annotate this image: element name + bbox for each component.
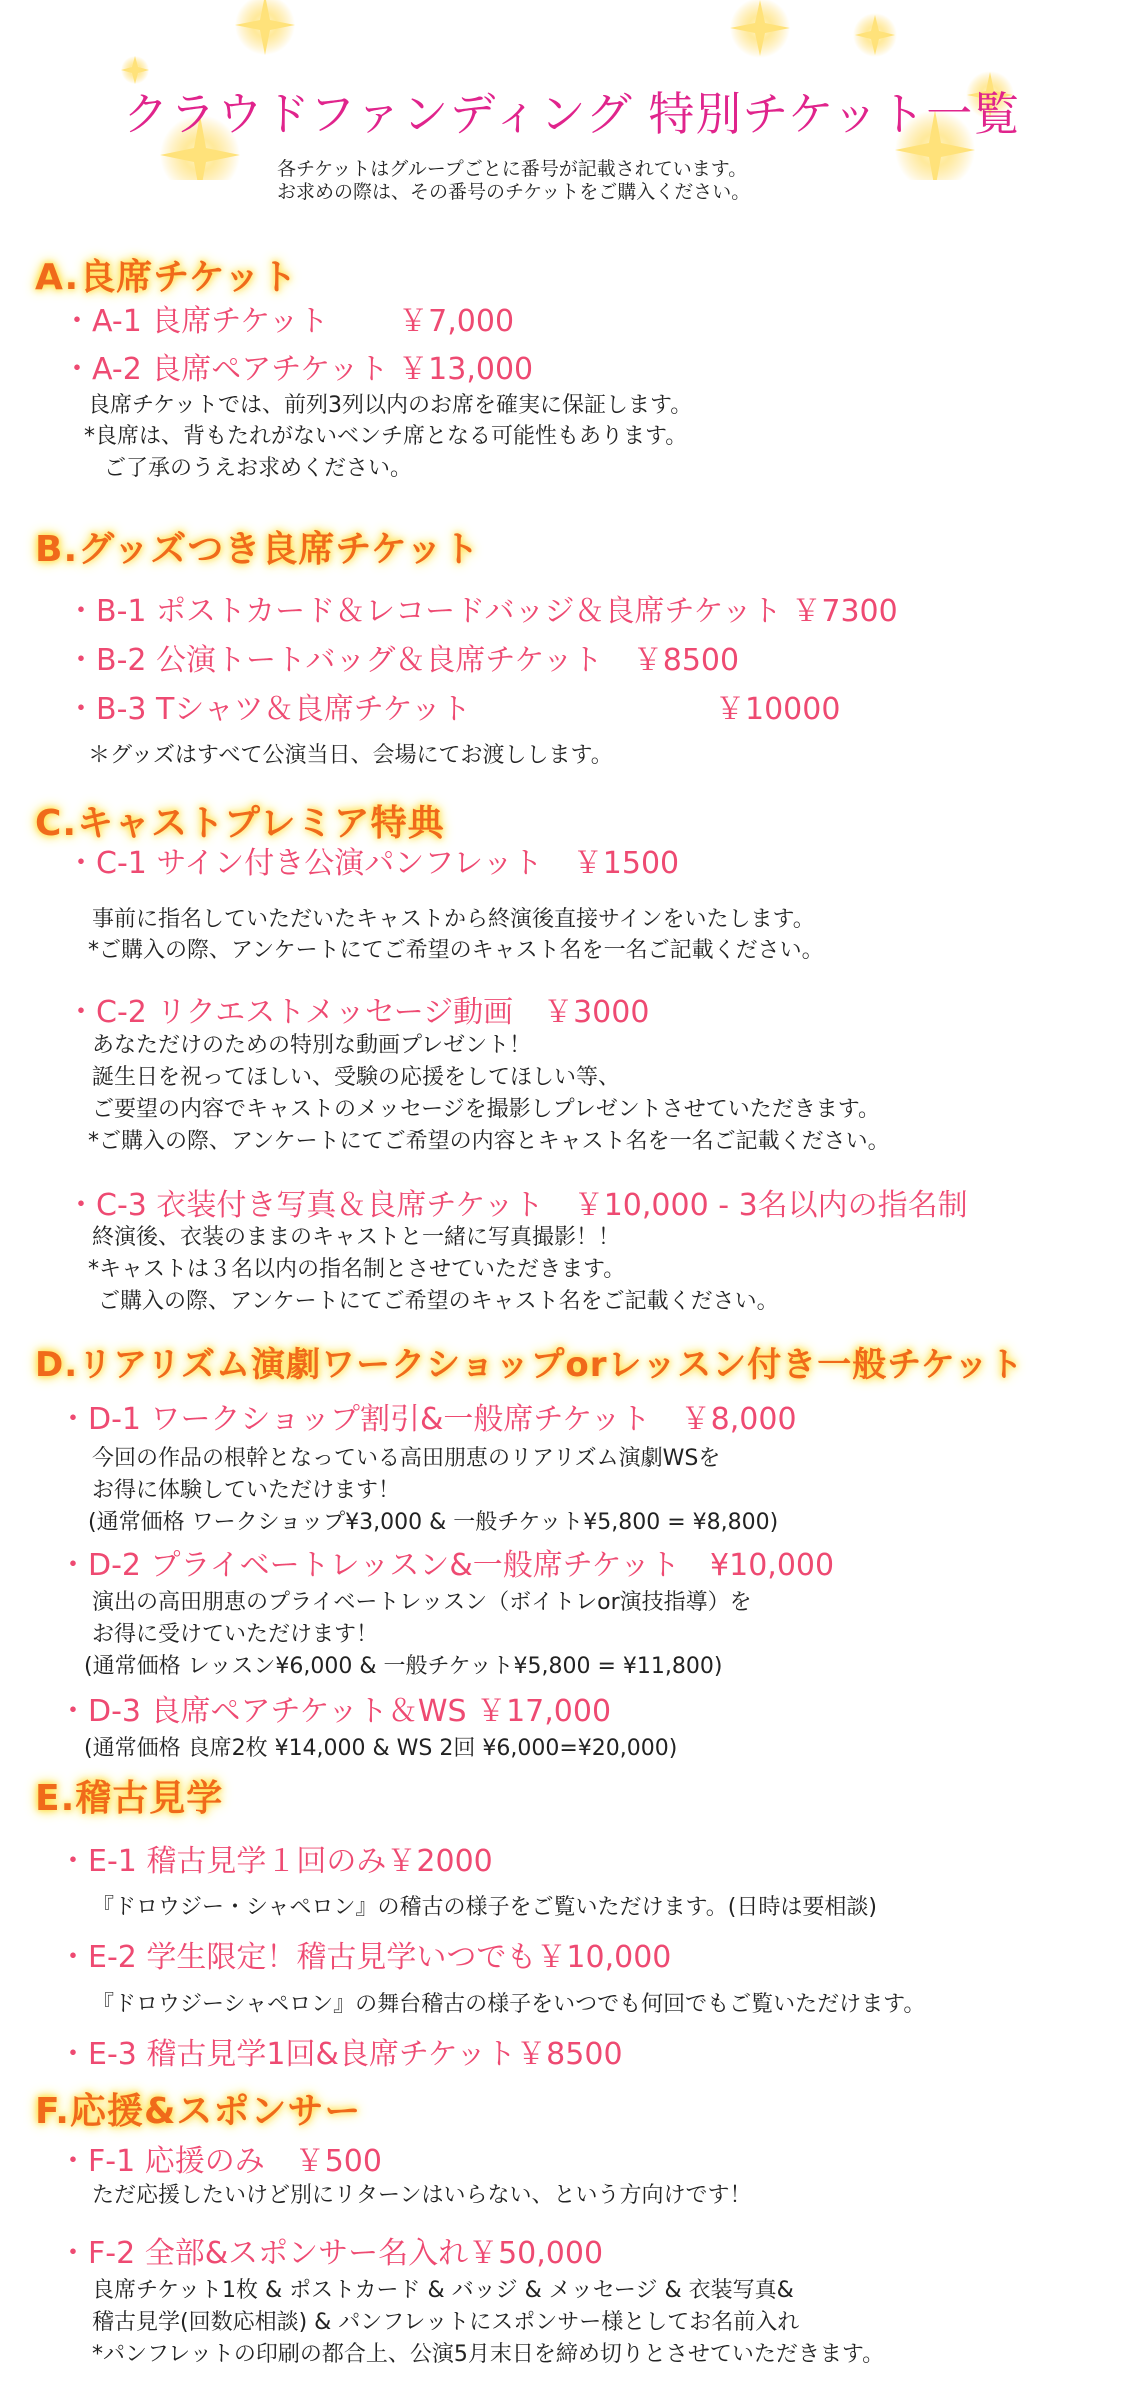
desc-e-1: 『ドロウジー・シャペロン』の稽古の様子をご覧いただけます。(日時は要相談) [92, 1895, 877, 1920]
intro-line-2: お求めの際は、その番号のチケットをご購入ください。 [277, 181, 751, 203]
desc-d-3a: (通常価格 良席2枚 ¥14,000 & WS 2回 ¥6,000=¥20,000) [84, 1736, 678, 1761]
item-d1: ・D-1 ワークショップ割引&一般席チケット ￥8,000 [58, 1402, 797, 1437]
desc-c-2b: 誕生日を祝ってほしい、受験の応援をしてほしい等、 [92, 1065, 621, 1090]
desc-a-3: ご了承のうえお求めください。 [104, 456, 413, 481]
desc-d-2a: 演出の高田朋恵のプライベートレッスン（ボイトレor演技指導）を [92, 1590, 752, 1615]
item-f2: ・F-2 全部&スポンサー名入れ￥50,000 [58, 2236, 604, 2271]
page-title: クラウドファンディング 特別チケット一覧 [122, 87, 1021, 141]
item-b3: ・B-3 Tシャツ＆良席チケット [66, 692, 472, 727]
desc-e-2: 『ドロウジーシャペロン』の舞台稽古の様子をいつでも何回でもご覧いただけます。 [92, 1992, 926, 2017]
desc-f-2b: 稽古見学(回数応相談) & パンフレットにスポンサー様としてお名前入れ [92, 2310, 800, 2335]
desc-d-1c: (通常価格 ワークショップ¥3,000 & 一般チケット¥5,800 = ¥8,800) [88, 1510, 779, 1535]
item-b1: ・B-1 ポストカード＆レコードバッジ＆良席チケット ￥7300 [66, 594, 898, 629]
desc-c-3a: 終演後、衣装のままのキャストと一緒に写真撮影！！ [92, 1225, 621, 1250]
item-e2: ・E-2 学生限定！稽古見学いつでも￥10,000 [58, 1940, 672, 1975]
section-title-e: E.稽古見学 [35, 1778, 224, 1819]
item-d3: ・D-3 良席ペアチケット＆WS ￥17,000 [58, 1694, 612, 1729]
desc-c-3c: ご購入の際、アンケートにてご希望のキャスト名をご記載ください。 [98, 1289, 779, 1314]
section-title-f: F.応援&スポンサー [35, 2091, 362, 2132]
item-c2: ・C-2 リクエストメッセージ動画 ￥3000 [66, 995, 650, 1030]
section-title-b: B.グッズつき良席チケット [35, 529, 481, 570]
desc-d-1a: 今回の作品の根幹となっている高田朋恵のリアリズム演劇WSを [92, 1446, 721, 1471]
desc-d-1b: お得に体験していただけます！ [92, 1478, 401, 1503]
desc-a-2: *良席は、背もたれがないベンチ席となる可能性もあります。 [84, 424, 688, 449]
sparkle-icon [235, 0, 295, 55]
section-title-a: A.良席チケット [35, 257, 298, 298]
item-b3-price: ￥10000 [715, 692, 841, 727]
intro-line-1: 各チケットはグループごとに番号が記載されています。 [277, 158, 748, 180]
desc-c-1a: 事前に指名していただいたキャストから終演後直接サインをいたします。 [92, 907, 815, 932]
section-title-c: C.キャストプレミア特典 [35, 803, 445, 844]
item-a2: ・A-2 良席ペアチケット ￥13,000 [62, 352, 534, 387]
item-d2: ・D-2 プライベートレッスン&一般席チケット ¥10,000 [58, 1548, 835, 1583]
desc-c-2c: ご要望の内容でキャストのメッセージを撮影しプレゼントさせていただきます。 [92, 1097, 881, 1122]
desc-c-1b: *ご購入の際、アンケートにてご希望のキャスト名を一名ご記載ください。 [88, 938, 824, 963]
item-c3: ・C-3 衣装付き写真＆良席チケット ￥10,000 - 3名以内の指名制 [66, 1188, 968, 1223]
desc-c-3b: *キャストは３名以内の指名制とさせていただきます。 [88, 1257, 626, 1282]
desc-f-2c: *パンフレットの印刷の都合上、公演5月末日を締め切りとさせていただきます。 [92, 2342, 885, 2367]
item-e1: ・E-1 稽古見学１回のみ￥2000 [58, 1844, 493, 1879]
desc-d-2b: お得に受けていただけます！ [92, 1622, 379, 1647]
desc-b-1: ＊グッズはすべて公演当日、会場にてお渡しします。 [88, 743, 613, 768]
item-e3: ・E-3 稽古見学1回&良席チケット￥8500 [58, 2037, 623, 2072]
desc-c-2a: あなただけのための特別な動画プレゼント！ [92, 1033, 532, 1058]
item-a1: ・A-1 良席チケット ￥7,000 [62, 304, 515, 339]
desc-f-2a: 良席チケット1枚 & ポストカード & バッジ & メッセージ & 衣装写真& [92, 2278, 794, 2303]
item-f1: ・F-1 応援のみ ￥500 [58, 2144, 382, 2179]
sparkle-icon [730, 0, 790, 58]
desc-f-1: ただ応援したいけど別にリターンはいらない、という方向けです！ [92, 2183, 752, 2208]
item-b2: ・B-2 公演トートバッグ＆良席チケット ￥8500 [66, 643, 740, 678]
desc-d-2c: (通常価格 レッスン¥6,000 & 一般チケット¥5,800 = ¥11,800) [84, 1654, 723, 1679]
sparkle-icon [853, 13, 897, 57]
section-title-d: D.リアリズム演劇ワークショップorレッスン付き一般チケット [35, 1345, 1025, 1385]
desc-c-2d: *ご購入の際、アンケートにてご希望の内容とキャスト名を一名ご記載ください。 [88, 1129, 890, 1154]
item-c1: ・C-1 サイン付き公演パンフレット ￥1500 [66, 846, 680, 881]
desc-a-1: 良席チケットでは、前列3列以内のお席を確実に保証します。 [88, 393, 693, 418]
